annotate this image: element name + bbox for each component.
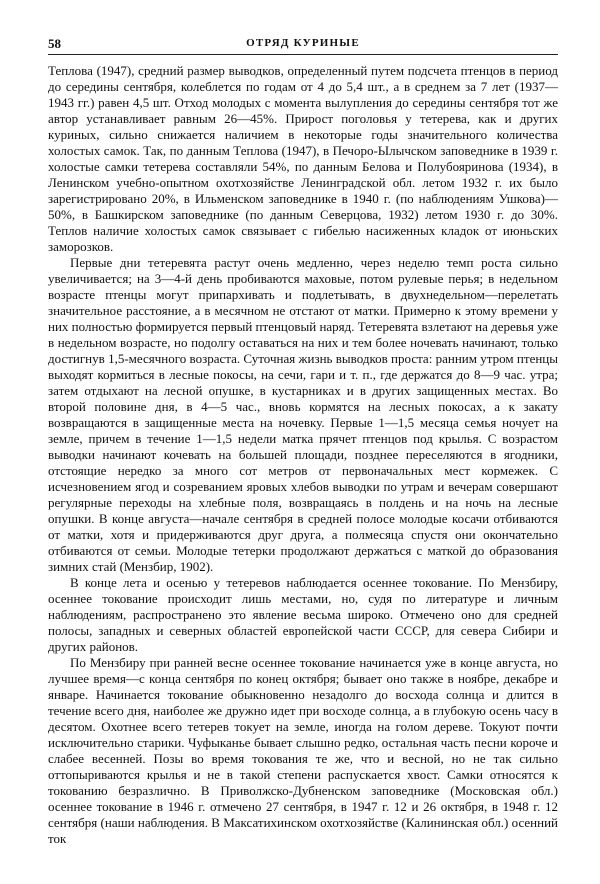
running-head bbox=[48, 36, 558, 55]
page-number: 58 bbox=[48, 36, 61, 51]
paragraph-chick-development: Первые дни тетеревята растут очень медленно, через неделю темп роста сильно увеличивается; на 3—4-й день пробиваются маховые, потом рулевые перья; в недельном возрасте птенцы могут припархивать и подлетывать, в двухнедельном—перелетать значительное расстояние, а в месячном не отстают от матки. Примерно к этому времени у них полностью формируется первый птенцовый наряд. Тетеревята взлетают на деревья уже в недельном возрасте, но подолгу оставаться на них и тем более ночевать начинают, только достигнув 1,5-месячного возраста. Суточная жизнь выводков проста: ранним утром птенцы выходят кормиться в лесные покосы, на сечи, гари и т. п., где держатся до 8—9 час. утра; затем отдыхают на лесной опушке, в кустарниках и в других защищенных местах. Во второй половине дня, в 4—5 час., вновь кормятся на лесных покосах, а к закату возвращаются в защищенные места на ночевку. Первые 1—1,5 месяца семья ночует на земле, причем в течение 1—1,5 недели матка прячет птенцов под крылья. С возрастом выводки начинают кочевать на большей площади, позднее переселяются в ягодники, отстоящие нередко за много сот метров от первоначальных мест кормежек. С исчезновением ягод и созреванием яровых хлебов выводки по утрам и вечерам совершают регулярные переходы на хлебные поля, возвращаясь в полдень и на ночь на лесные опушки. В конце августа—начале сентября в средней полосе молодые косачи отбиваются от матки, хотя и придерживаются друг друга, а полмесяца спустя они окончательно отбиваются от семьи. Молодые тетерки продолжают держаться с маткой до образования зимних стай (Мензбир, 1902). bbox=[48, 255, 558, 574]
body-text bbox=[48, 63, 558, 847]
section-title: ОТРЯД КУРИНЫЕ bbox=[246, 37, 360, 49]
paragraph-continuation: Теплова (1947), средний размер выводков, определенный путем подсчета птенцов в период до середины сентября, колеблется по годам от 4 до 5,4 шт., а в среднем за 7 лет (1937—1943 гг.) равен 4,5 шт. Отход молодых с момента вылупления до середины сентября тот же автор устанавливает равным 26—45%. Прирост поголовья у тетерева, как и других куриных, сильно снижается наличием в некоторые годы значительного количества холостых самок. Так, по данным Теплова (1947), в Печоро-Ылычском заповеднике в 1939 г. холостые самки тетерева составляли 54%, по данным Белова и Полубояринова (1934), в Ленинском учебно-опытном охотхозяйстве Ленинградской обл. летом 1932 г. их было зарегистрировано 20%, в Ильменском заповеднике в 1940 г. (по наблюдениям Ушкова)—50%, в Башкирском заповеднике (по данным Северцова, 1932) летом 1930 г. до 30%. Теплов наличие холостых самок связывает с гибелью насиженных кладок от июньских заморозков. bbox=[48, 63, 558, 254]
paragraph-autumn-lek-details: По Мензбиру при ранней весне осеннее токование начинается уже в конце августа, но лучшее время—с конца сентября по конец октября; бывает оно также в ноябре, декабре и январе. Начинается токование обыкновенно незадолго до восхода солнца и длится в течение всего дня, наиболее же дружно идет при восходе солнца, а в глубокую осень часу в десятом. Охотнее всего тетерев токует на земле, иногда на голом дереве. Токуют почти исключительно старики. Чуфыканье бывает слышно редко, остальная часть песни короче и слабее весенней. Позы во время токования те же, что и весной, но не так сильно оттопыриваются крылья и не в такой степени распускается хвост. Самки относятся к токованию безразлично. В Приволжско-Дубненском заповеднике (Московская обл.) осеннее токование в 1946 г. отмечено 27 сентября, в 1947 г. 12 и 26 октября, в 1948 г. 12 сентября (наши наблюдения. В Максатихинском охотхозяйстве (Калининская обл.) осенний ток bbox=[48, 655, 558, 846]
paragraph-autumn-lek-intro: В конце лета и осенью у тетеревов наблюдается осеннее токование. По Мензбиру, осеннее токование происходит лишь местами, но, судя по литературе и личным наблюдениям, распространено это явление весьма широко. Отмечено оно для средней полосы, западных и северных областей европейской части СССР, для севера Сибири и других районов. bbox=[48, 575, 558, 654]
